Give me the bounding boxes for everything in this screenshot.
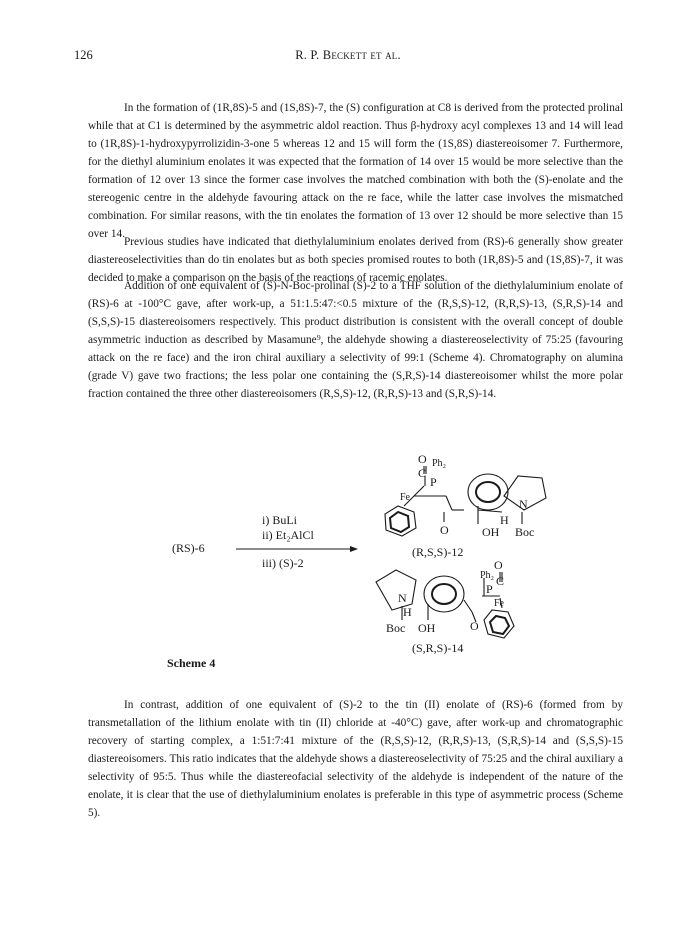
- page-number: 126: [74, 48, 93, 62]
- paragraph-1: In the formation of (1R,8S)-5 and (1S,8S)-7, the (S) configuration at C8 is derived from the protected prolinal while that at C1 is determined by the asymmetric aldol reaction. Thus β-hydroxy acyl complexes 13 and 14 will lead to (1R,8S)-1-hydroxypyrrolizidin-3-one 5 whereas 12 and 15 will form the (1S,8S) diastereoisomer 7. Furthermore, for the diethyl aluminium enolates it was expected that the formation of 14 over 15 would be more selective than the formation of 12 over 13 since the former case involves the matched combination with both the (S)-enolate and the stereogenic centre in the aldehyde favouring attack on the re face, while the latter case involves the mismatched combination. For similar reasons, with the tin enolates the formation of 13 over 12 should be more selective than 15 over 14.: [88, 102, 623, 240]
- phenyl-12: [468, 474, 508, 510]
- atom-c-14: C: [496, 574, 505, 588]
- scheme-caption: Scheme 4: [167, 656, 216, 670]
- reaction-arrowhead: [350, 546, 358, 552]
- reactant-label: (RS)-6: [172, 541, 205, 555]
- paragraph-3: Addition of one equivalent of (S)-N-Boc-prolinal (S)-2 to a THF solution of the diethylaluminium enolate of (RS)-6 at -100°C gave, after work-up, a 51:1.5:47:<0.5 mixture of the (R,S,S)-12, (R,R,S)-13, (S,R,S)-14 and (S,S,S)-15 diastereoisomers respectively. This product distribution is consistent with the overall concept of double asymmetric induction as described by Masamune⁹, the aldehyde showing a diastereoselectivity of 75:25 (favouring attack on the re face) and the iron chiral auxiliary a selectivity of 99:1 (Scheme 4). Chromatography on alumina (grade V) gave two fractions; the less polar one containing the (S,R,S)-14 diastereoisomer whilst the more polar fraction contained the three other diastereoisomers (R,S,S)-12, (R,R,S)-13 and (S,R,S)-14.: [88, 280, 623, 400]
- atom-boc-14: Boc: [386, 621, 406, 635]
- atom-o2-14: O: [470, 619, 479, 633]
- atom-n-12: N: [519, 497, 528, 511]
- atom-h-14: H: [403, 605, 412, 619]
- atom-p-12: P: [430, 475, 437, 489]
- running-title: R. P. Beckett et al.: [295, 48, 401, 62]
- atom-c-12: C: [418, 466, 427, 480]
- atom-ph2-14: Ph₂: [480, 570, 495, 581]
- atom-oh-12: OH: [482, 525, 500, 539]
- atom-o-14: O: [494, 558, 503, 572]
- atom-o2-12: O: [440, 523, 449, 537]
- atom-boc-12: Boc: [515, 525, 535, 539]
- reagent-1: i) BuLi: [262, 513, 297, 527]
- phenyl-14: [424, 576, 464, 612]
- atom-fe-14: Fe: [494, 598, 504, 609]
- reagent-3: iii) (S)-2: [262, 556, 304, 570]
- reagent-2: ii) Et₂AlCl: [262, 528, 314, 542]
- pyrrolidine-14: [376, 570, 416, 610]
- atom-o-12: O: [418, 452, 427, 466]
- product-top-label: (R,S,S)-12: [412, 545, 464, 559]
- atom-oh-14: OH: [418, 621, 436, 635]
- atom-n-14: N: [398, 591, 407, 605]
- product-bottom-label: (S,R,S)-14: [412, 641, 464, 655]
- paragraph-4: In contrast, addition of one equivalent of (S)-2 to the tin (II) enolate of (RS)-6 (formed from by transmetallation of the lithium enolate with tin (II) chloride at -40°C) gave, after work-up and chromatographic recovery of starting complex, a 1:51:7:41 mixture of the (R,S,S)-12, (R,R,S)-13, (S,R,S)-14 and (S,S,S)-15 diastereoisomers. This ratio indicates that the aldehyde shows a diastereoselectivity of 75:25 and the chiral auxiliary a selectivity of 95:5. Thus while the diastereofacial selectivity of the aldehyde is independent of the nature of the enolate, it is clear that the use of diethylaluminium enolates is preferable in this type of asymmetric process (Scheme 5).: [88, 699, 623, 819]
- atom-fe-12: Fe: [400, 492, 410, 503]
- paragraph-2: Previous studies have indicated that diethylaluminium enolates derived from (RS)-6 generally show greater diastereoselectivities than do tin enolates but as both species promised routes to both (1R,8S)-5 and (1S,8S)-7, it was decided to make a comparison on the basis of the reactions of racemic enolates.: [88, 236, 623, 284]
- atom-ph2-12: Ph₂: [432, 458, 447, 469]
- atom-p-14: P: [486, 582, 493, 596]
- atom-h-12: H: [500, 513, 509, 527]
- cp-inner-12: [390, 512, 409, 532]
